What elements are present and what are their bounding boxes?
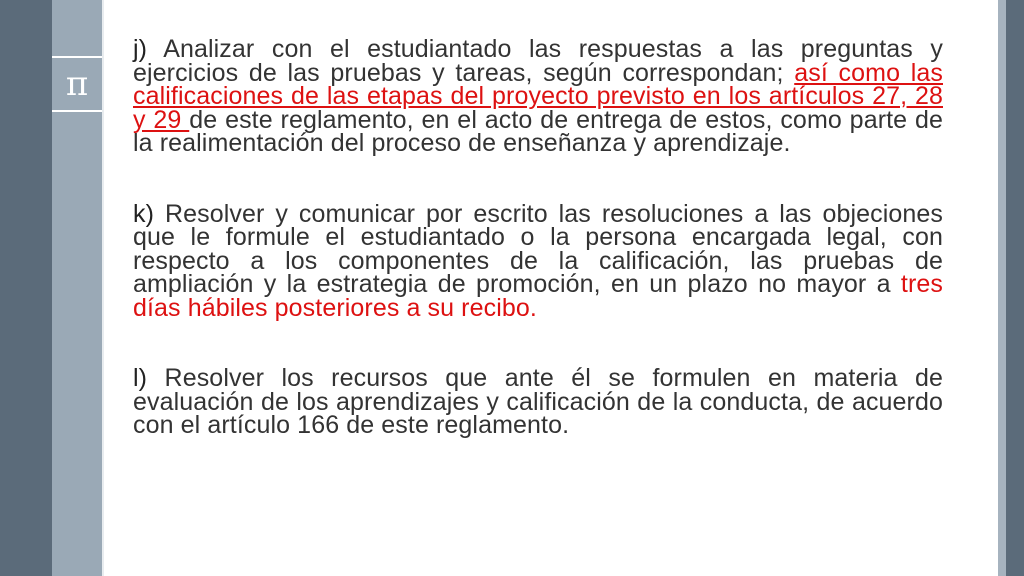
paragraph-k-highlight: tres días hábiles posteriores a su recibo. <box>133 270 943 322</box>
item-letter-j: j) <box>133 35 148 63</box>
left-band-dark <box>0 0 52 576</box>
item-letter-l: l) <box>133 364 148 392</box>
paragraph-j-highlight: así como las calificaciones de las etapas del proyecto previsto en los artículos 27, 28 y 29 <box>133 58 943 134</box>
paragraph-j <box>133 35 943 157</box>
left-separator <box>102 0 104 576</box>
paragraph-k <box>133 199 943 322</box>
right-band-light <box>998 0 1006 576</box>
item-letter-k: k) <box>133 199 155 228</box>
paragraph-l <box>133 364 943 439</box>
pi-icon: π <box>52 56 102 112</box>
paragraph-k-text-before: Resolver y comunicar por escrito las resoluciones a las objeciones que le formule el estudiantado o la persona encargada legal, con respecto a los componentes de la calificación, las pruebas de ampliación y la estrategia de promoción, en un plazo no mayor a <box>133 199 943 298</box>
right-band-dark <box>1006 0 1024 576</box>
paragraph-j-text-before: Analizar con el estudiantado las respuestas a las preguntas y ejercicios de las pruebas y tareas, según correspondan; <box>133 35 943 87</box>
paragraph-j-text-after: de este reglamento, en el acto de entrega de estos, como parte de la realimentación del proceso de enseñanza y aprendizaje. <box>133 105 943 157</box>
slide-body <box>133 35 943 439</box>
paragraph-l-text: Resolver los recursos que ante él se formulen en materia de evaluación de los aprendizajes y calificación de la conducta, de acuerdo con el artículo 166 de este reglamento. <box>133 364 943 439</box>
